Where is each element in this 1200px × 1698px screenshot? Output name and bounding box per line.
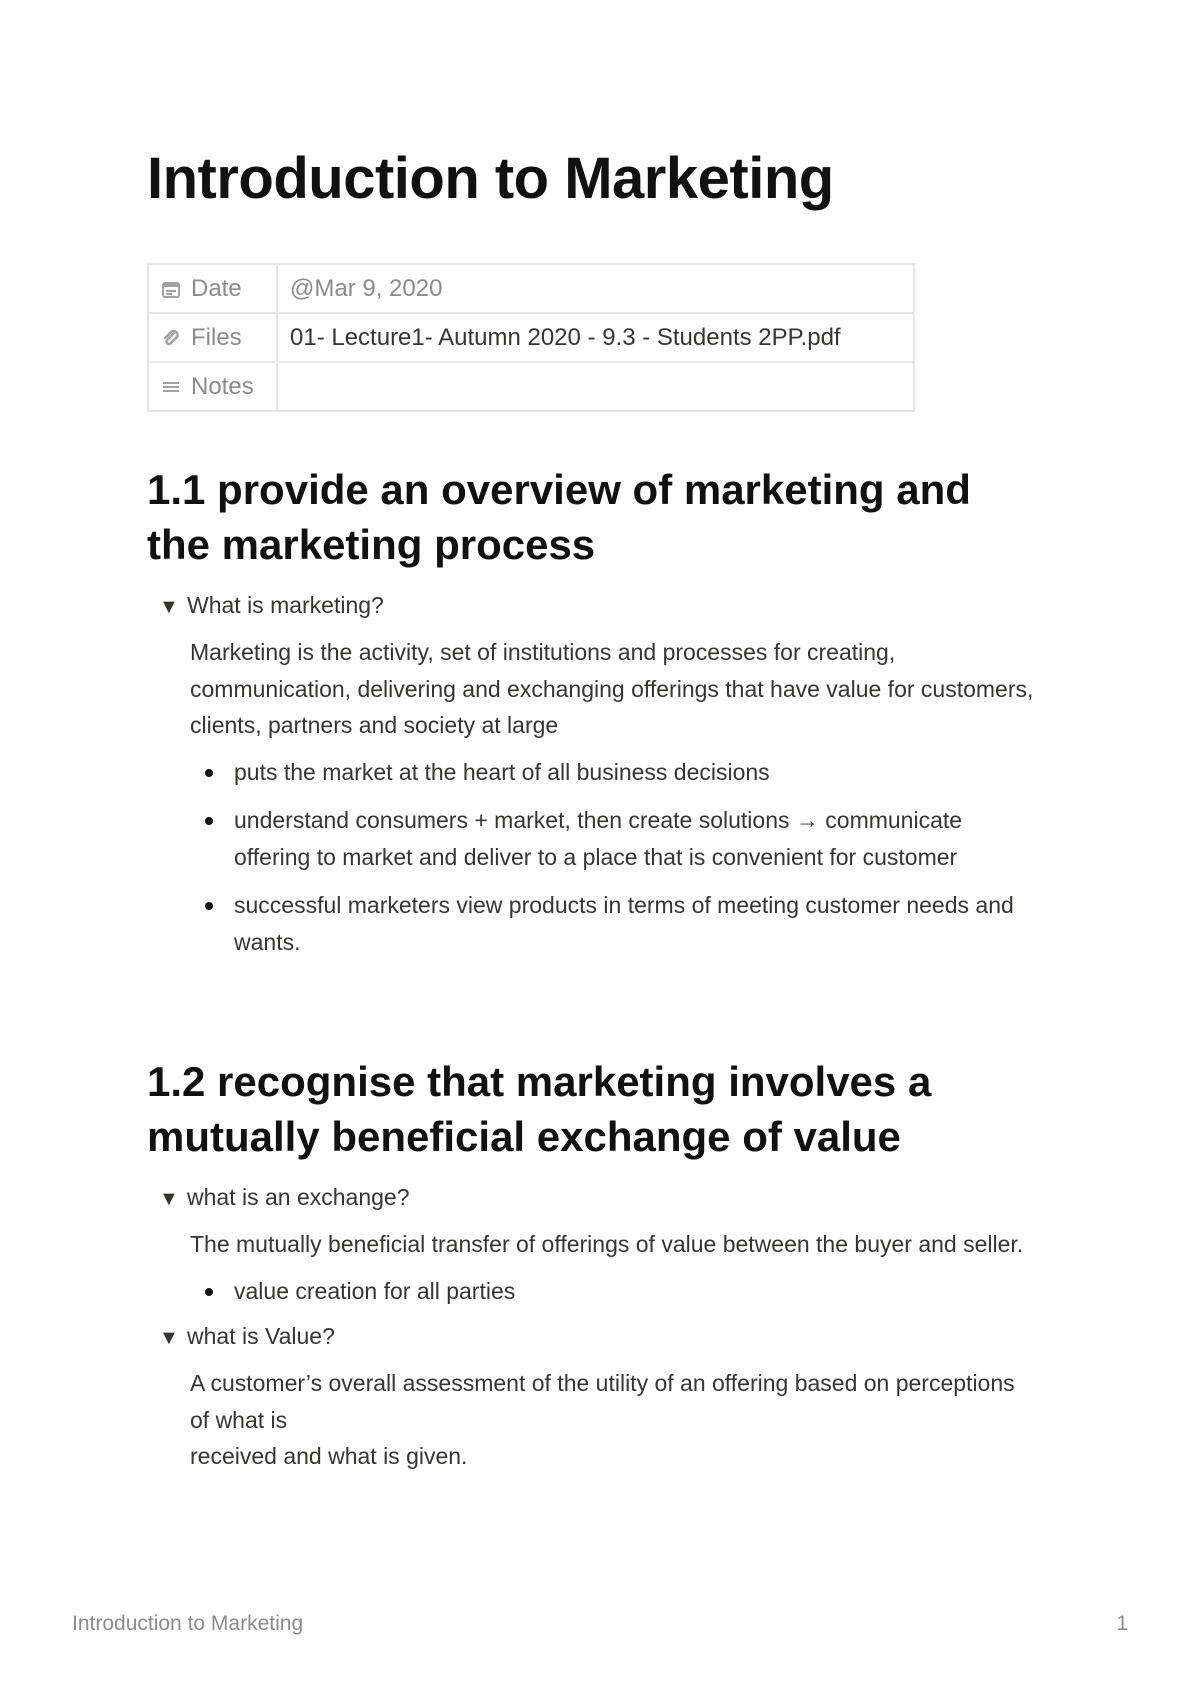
list-item bbox=[190, 1273, 1024, 1310]
paragraph-line: received and what is given. bbox=[190, 1443, 468, 1469]
property-key-date bbox=[148, 264, 277, 313]
section-heading-line: the marketing process bbox=[147, 521, 596, 568]
property-row-date bbox=[148, 264, 914, 313]
toggle-label: What is marketing? bbox=[187, 592, 384, 618]
list-item bbox=[190, 887, 1024, 960]
section-heading-line: mutually beneficial exchange of value bbox=[147, 1113, 901, 1160]
bullet-icon bbox=[205, 769, 213, 777]
property-key-files bbox=[148, 313, 277, 362]
toggle-what-is-value[interactable] bbox=[159, 1321, 1047, 1353]
list-item bbox=[190, 802, 1024, 875]
properties-table bbox=[147, 263, 915, 412]
section-1-2 bbox=[147, 1054, 1047, 1475]
property-value-files[interactable]: 01- Lecture1- Autumn 2020 - 9.3 - Students 2PP.pdf bbox=[277, 313, 914, 362]
paragraph: The mutually beneficial transfer of offerings of value between the buyer and seller. bbox=[190, 1231, 1024, 1257]
toggle-label: what is Value? bbox=[187, 1323, 335, 1349]
property-key-label: Files bbox=[191, 323, 242, 351]
property-value-date[interactable]: @Mar 9, 2020 bbox=[277, 264, 914, 313]
list-item-text: puts the market at the heart of all business decisions bbox=[234, 758, 770, 785]
bullet-list bbox=[190, 754, 1040, 961]
section-1-1 bbox=[147, 462, 1047, 972]
footer-title: Introduction to Marketing bbox=[72, 1612, 304, 1635]
paperclip-icon bbox=[161, 328, 181, 348]
section-heading bbox=[147, 462, 1047, 572]
section-heading-line: 1.1 provide an overview of marketing and bbox=[147, 466, 971, 513]
toggle-content bbox=[190, 1365, 1040, 1475]
property-row-files bbox=[148, 313, 914, 362]
calendar-icon bbox=[161, 279, 181, 299]
page-title: Introduction to Marketing bbox=[147, 146, 834, 211]
section-heading-line: 1.2 recognise that marketing involves a bbox=[147, 1058, 932, 1105]
property-key-label: Notes bbox=[191, 372, 254, 400]
toggle-content bbox=[190, 1226, 1040, 1309]
toggle-label: what is an exchange? bbox=[187, 1184, 410, 1210]
bullet-icon bbox=[205, 902, 213, 910]
bullet-icon bbox=[205, 1288, 213, 1296]
list-item bbox=[190, 754, 1024, 791]
toggle-what-is-an-exchange[interactable] bbox=[159, 1182, 1047, 1214]
bullet-list bbox=[190, 1273, 1040, 1310]
property-key-label: Date bbox=[191, 274, 242, 302]
section-heading bbox=[147, 1054, 1047, 1164]
text-lines-icon bbox=[161, 377, 181, 397]
page-number: 1 bbox=[1116, 1612, 1128, 1635]
paragraph-line: A customer’s overall assessment of the utility of an offering based on perceptions of what is bbox=[190, 1370, 1015, 1433]
toggle-arrow-icon[interactable]: ▼ bbox=[159, 1188, 179, 1210]
property-key-notes bbox=[148, 362, 277, 411]
paragraph bbox=[190, 1365, 1040, 1475]
property-row-notes bbox=[148, 362, 914, 411]
toggle-arrow-icon[interactable]: ▼ bbox=[159, 596, 179, 618]
toggle-arrow-icon[interactable]: ▼ bbox=[159, 1327, 179, 1349]
toggle-what-is-marketing[interactable] bbox=[159, 590, 1047, 622]
bullet-icon bbox=[205, 817, 213, 825]
list-item-text: understand consumers + market, then create solutions → communicate offering to market and deliver to a place that is convenient for customer bbox=[234, 807, 963, 870]
paragraph: Marketing is the activity, set of institutions and processes for creating, communication, delivering and exchanging offerings that have value for customers, clients, partners and society at large bbox=[190, 639, 1034, 738]
list-item-text: value creation for all parties bbox=[234, 1277, 516, 1304]
toggle-content bbox=[190, 634, 1040, 960]
property-value-notes[interactable] bbox=[277, 362, 914, 411]
list-item-text: successful marketers view products in terms of meeting customer needs and wants. bbox=[234, 892, 1014, 955]
